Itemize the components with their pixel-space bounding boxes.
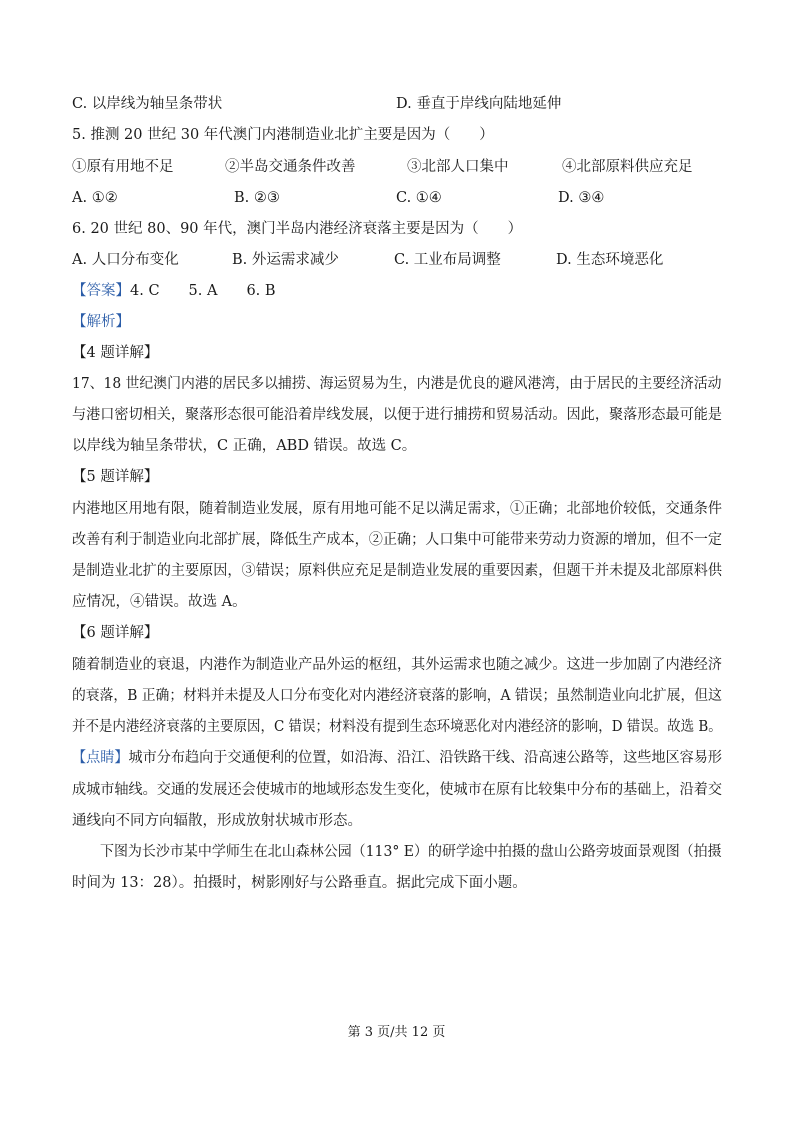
q6-option-b: B. 外运需求减少 (232, 252, 339, 268)
detail5-line-3: 是制造业北扩的主要原因，③错误；原料供应充足是制造业发展的重要因素，但题干并未提及北部原料供 (72, 563, 722, 579)
answer-tag: 【答案】 (72, 283, 130, 299)
q5-option-c: C. ①④ (396, 190, 442, 206)
q5-statement-2: ②半岛交通条件改善 (225, 159, 356, 175)
detail4-tag: 【4 题详解】 (72, 345, 159, 361)
detail4-line-2: 与港口密切相关，聚落形态很可能沿着岸线发展，以便于进行捕捞和贸易活动。因此，聚落形态最可能是 (72, 407, 722, 423)
q5-stem: 5. 推测 20 世纪 30 年代澳门内港制造业北扩主要是因为（ ） (72, 127, 494, 143)
q6-option-a: A. 人口分布变化 (72, 252, 179, 268)
q4-option-d: D. 垂直于岸线向陆地延伸 (396, 96, 562, 112)
detail5-line-4: 应情况，④错误。故选 A。 (72, 594, 247, 610)
q6-stem: 6. 20 世纪 80、90 年代，澳门半岛内港经济衰落主要是因为（ ） (72, 221, 523, 237)
q6-option-d: D. 生态环境恶化 (556, 252, 664, 268)
q5-statement-4: ④北部原料供应充足 (562, 159, 693, 175)
detail4-line-3: 以岸线为轴呈条带状，C 正确，ABD 错误。故选 C。 (72, 438, 417, 454)
detail5-line-1: 内港地区用地有限，随着制造业发展，原有用地可能不足以满足需求，①正确；北部地价较低，交通条件 (72, 501, 722, 517)
detail4-line-1: 17、18 世纪澳门内港的居民多以捕捞、海运贸易为生，内港是优良的避风港湾，由于居民的主要经济活动 (72, 376, 722, 392)
q6-option-c: C. 工业布局调整 (394, 252, 501, 268)
detail6-line-3: 并不是内港经济衰落的主要原因，C 错误；材料没有提到生态环境恶化对内港经济的影响，D 错误。故选 B。 (72, 719, 722, 735)
q5-statement-3: ③北部人口集中 (407, 159, 509, 175)
intro-line-1: 下图为长沙市某中学师生在北山森林公园（113° E）的研学途中拍摄的盘山公路旁坡面景观图（拍摄 (72, 844, 722, 860)
page-footer: 第 3 页/共 12 页 (347, 1025, 446, 1040)
detail6-line-1: 随着制造业的衰退，内港作为制造业产品外运的枢纽，其外运需求也随之减少。这进一步加剧了内港经济 (72, 657, 722, 673)
tip-line-3: 通线向不同方向辐散，形成放射状城市形态。 (72, 813, 362, 829)
tip-line-2: 成城市轴线。交通的发展还会使城市的地域形态发生变化，使城市在原有比较集中分布的基础上，沿着交 (72, 782, 722, 798)
analysis-tag: 【解析】 (72, 314, 130, 330)
tip-tag: 【点睛】 (72, 750, 129, 766)
intro-line-2: 时间为 13：28）。拍摄时，树影刚好与公路垂直。据此完成下面小题。 (72, 875, 527, 891)
detail5-line-2: 改善有利于制造业向北部扩展，降低生产成本，②正确；人口集中可能带来劳动力资源的增加，但不一定 (72, 532, 722, 548)
answer-text: 4. C 5. A 6. B (130, 283, 276, 299)
detail5-tag: 【5 题详解】 (72, 469, 159, 485)
q5-option-b: B. ②③ (234, 190, 280, 206)
answer-line (72, 280, 722, 302)
tip-line-1 (72, 747, 722, 769)
q5-option-d: D. ③④ (558, 190, 605, 206)
q5-statement-1: ①原有用地不足 (72, 159, 174, 175)
q5-option-a: A. ①② (72, 190, 118, 206)
detail6-line-2: 的衰落，B 正确；材料并未提及人口分布变化对内港经济衰落的影响，A 错误；虽然制造业向北扩展，但这 (72, 688, 722, 704)
q4-option-c: C. 以岸线为轴呈条带状 (72, 96, 223, 112)
detail6-tag: 【6 题详解】 (72, 625, 159, 641)
tip-text: 城市分布趋向于交通便利的位置，如沿海、沿江、沿铁路干线、沿高速公路等，这些地区容易形 (128, 750, 722, 766)
